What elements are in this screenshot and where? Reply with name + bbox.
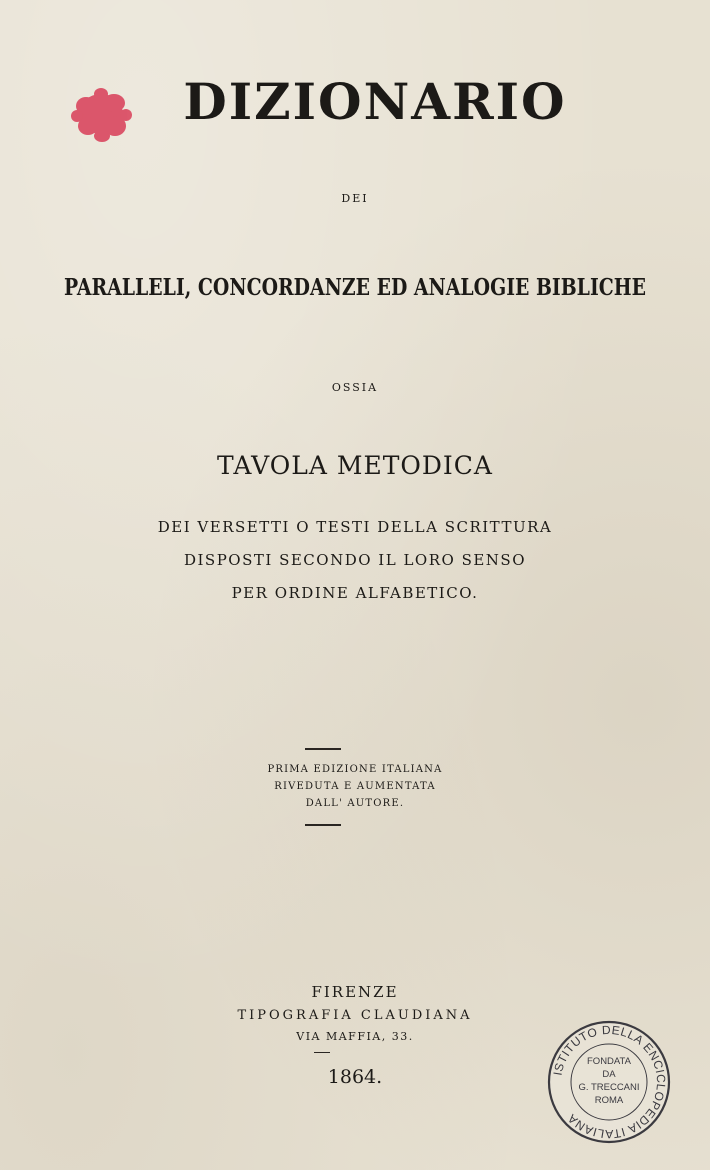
imprint-printer: TIPOGRAFIA CLAUDIANA bbox=[237, 1008, 473, 1023]
stamp-line: DA bbox=[602, 1069, 616, 1080]
stamp-line: FONDATA bbox=[587, 1056, 631, 1067]
connector-dei: DEI bbox=[341, 192, 369, 205]
edition-line: DALL' AUTORE. bbox=[305, 798, 405, 809]
edition-line: RIVEDUTA E AUMENTATA bbox=[274, 781, 436, 792]
divider-rule bbox=[305, 748, 341, 750]
alternate-title: TAVOLA METODICA bbox=[217, 451, 493, 480]
description-line: DISPOSTI SECONDO IL LORO SENSO bbox=[183, 551, 526, 569]
divider-rule bbox=[314, 1052, 330, 1053]
connector-ossia: OSSIA bbox=[331, 381, 379, 394]
library-stamp bbox=[545, 1018, 673, 1146]
stamp-line: ROMA bbox=[594, 1095, 624, 1106]
description-line: PER ORDINE ALFABETICO. bbox=[231, 584, 479, 602]
imprint-address: VIA MAFFIA, 33. bbox=[296, 1030, 414, 1043]
book-title: DIZIONARIO bbox=[183, 72, 567, 131]
imprint-city: FIRENZE bbox=[311, 983, 399, 1001]
stamp-line: G. TRECCANI bbox=[578, 1082, 640, 1093]
subtitle: PARALLELI, CONCORDANZE ED ANALOGIE BIBLICHE bbox=[64, 274, 646, 301]
description-line: DEI VERSETTI O TESTI DELLA SCRITTURA bbox=[157, 518, 553, 536]
edition-line: PRIMA EDIZIONE ITALIANA bbox=[267, 764, 443, 775]
stamp-ring-text: ISTITUTO DELLA ENCICLOPEDIA ITALIANA bbox=[550, 1022, 669, 1142]
imprint-year: 1864. bbox=[327, 1066, 383, 1088]
divider-rule bbox=[305, 824, 341, 826]
